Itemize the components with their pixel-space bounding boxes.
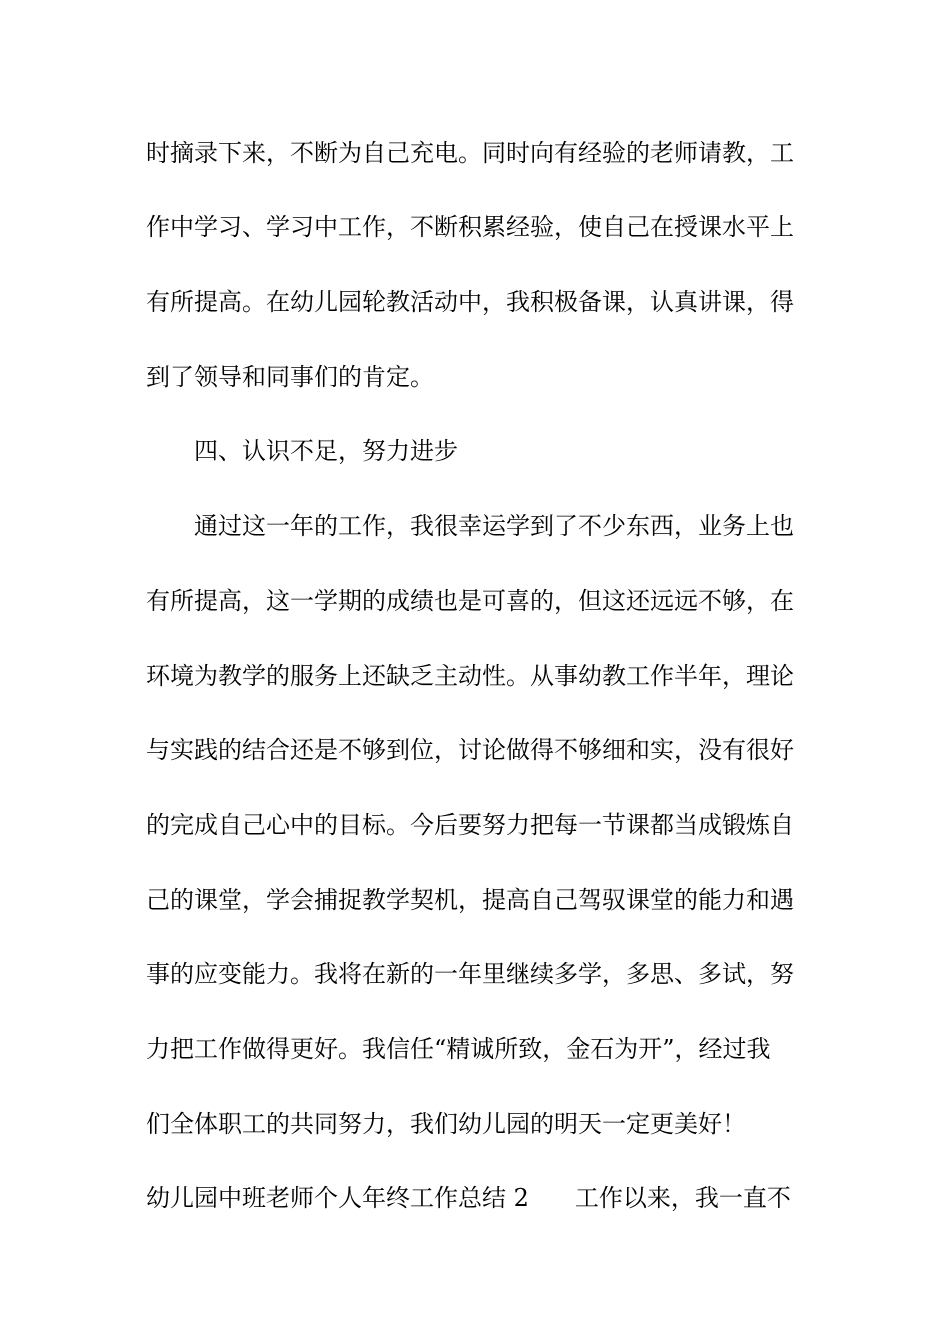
paragraph-line: 力把工作做得更好。我信任“精诚所致，金石为开”，经过我 [146,1035,771,1063]
section-heading: 四、认识不足，努力进步 [194,437,458,465]
title-gap [529,1183,575,1213]
paragraph-line: 们全体职工的共同努力，我们幼儿园的明天一定更美好！ [146,1110,746,1138]
document-title: 幼儿园中班老师个人年终工作总结 2 [146,1184,529,1212]
paragraph-line: 己的课堂，学会捕捉教学契机，提高自己驾驭课堂的能力和遇 [146,886,794,914]
paragraph-line: 有所提高，这一学期的成绩也是可喜的，但这还远远不够，在 [146,587,794,615]
paragraph-line: 环境为教学的服务上还缺乏主动性。从事幼教工作半年，理论 [146,662,794,690]
paragraph-line: 有所提高。在幼儿园轮教活动中，我积极备课，认真讲课，得 [146,288,794,316]
paragraph-line: 时摘录下来，不断为自己充电。同时向有经验的老师请教，工 [146,139,794,167]
paragraph-line: 与实践的结合还是不够到位，讨论做得不够细和实，没有很好 [146,736,794,764]
paragraph-line: 作中学习、学习中工作，不断积累经验，使自己在授课水平上 [146,213,794,241]
paragraph-line: 通过这一年的工作，我很幸运学到了不少东西，业务上也 [194,512,794,540]
document-title-line [146,1183,806,1213]
paragraph-line: 到了领导和同事们的肯定。 [146,363,434,391]
paragraph-start: 工作以来，我一直不 [574,1184,791,1212]
paragraph-line: 事的应变能力。我将在新的一年里继续多学，多思、多试，努 [146,960,794,988]
paragraph-line: 的完成自己心中的目标。今后要努力把每一节课都当成锻炼自 [146,811,794,839]
